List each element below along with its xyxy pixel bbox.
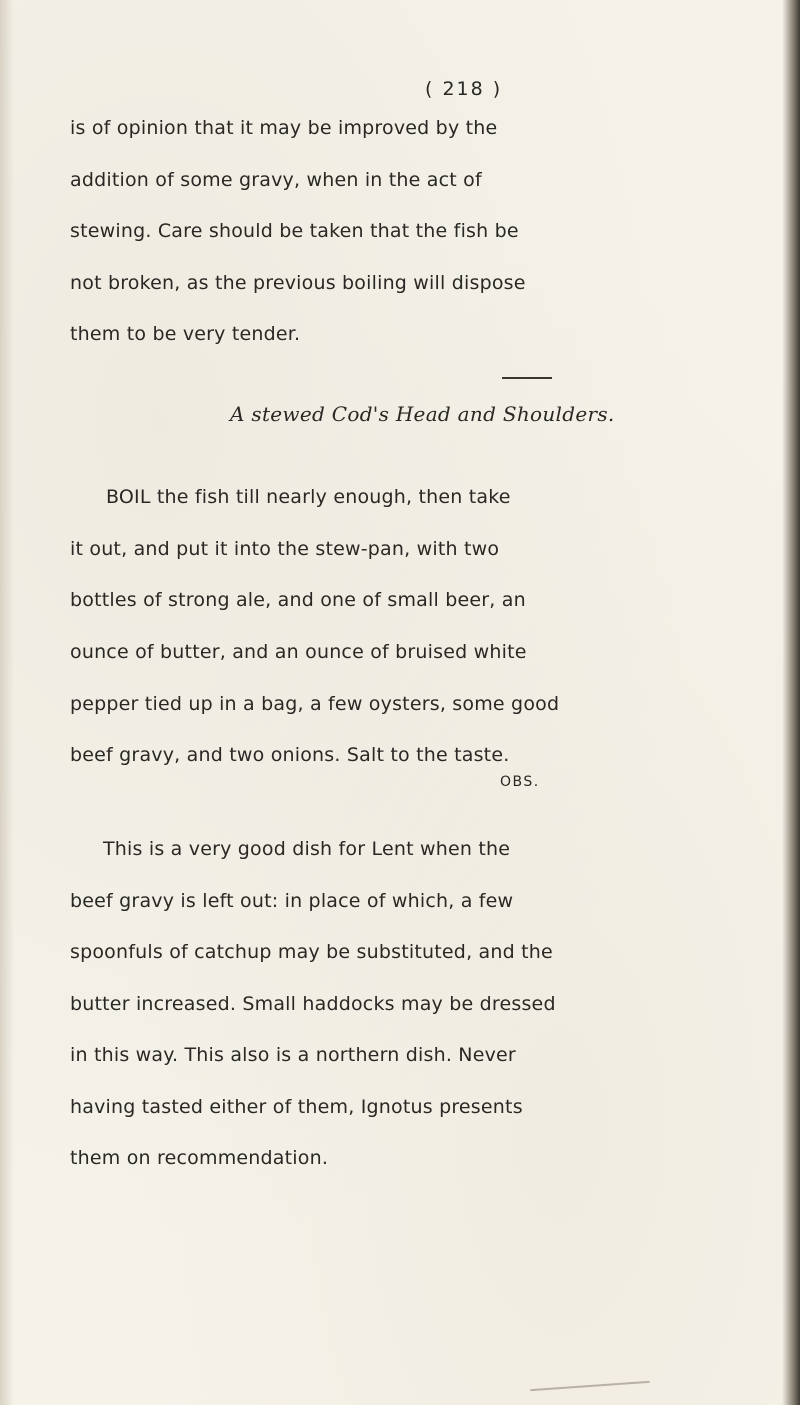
recipe-line-2: it out, and put it into the stew-pan, with two [70, 538, 500, 560]
obs-label: OBS. [500, 774, 540, 790]
intro-line-3: stewing. Care should be taken that the fish be [70, 220, 519, 242]
section-divider [502, 377, 552, 379]
obs-line-2: beef gravy is left out: in place of which, a few [70, 890, 514, 912]
intro-line-1: is of opinion that it may be improved by the [70, 117, 498, 139]
recipe-line-4: ounce of butter, and an ounce of bruised white [70, 641, 527, 663]
recipe-line-6: beef gravy, and two onions. Salt to the taste. [70, 744, 510, 766]
recipe-title: A stewed Cod's Head and Shoulders. [230, 402, 615, 426]
obs-line-1: This is a very good dish for Lent when the [103, 838, 511, 860]
intro-line-2: addition of some gravy, when in the act of [70, 169, 482, 191]
page-left-shadow [0, 0, 14, 1405]
recipe-line-3: bottles of strong ale, and one of small beer, an [70, 589, 526, 611]
page-number: ( 218 ) [425, 78, 503, 100]
intro-line-5: them to be very tender. [70, 323, 301, 345]
obs-line-7: them on recommendation. [70, 1147, 329, 1169]
obs-line-6: having tasted either of them, Ignotus presents [70, 1096, 523, 1118]
obs-line-3: spoonfuls of catchup may be substituted, and the [70, 941, 553, 963]
ink-smudge [530, 1381, 650, 1391]
obs-line-5: in this way. This also is a northern dish. Never [70, 1044, 516, 1066]
page-binding-edge [782, 0, 800, 1405]
recipe-line-5: pepper tied up in a bag, a few oysters, some good [70, 693, 560, 715]
recipe-line-1: BOIL the fish till nearly enough, then take [106, 486, 511, 508]
obs-line-4: butter increased. Small haddocks may be dressed [70, 993, 556, 1015]
intro-line-4: not broken, as the previous boiling will dispose [70, 272, 526, 294]
